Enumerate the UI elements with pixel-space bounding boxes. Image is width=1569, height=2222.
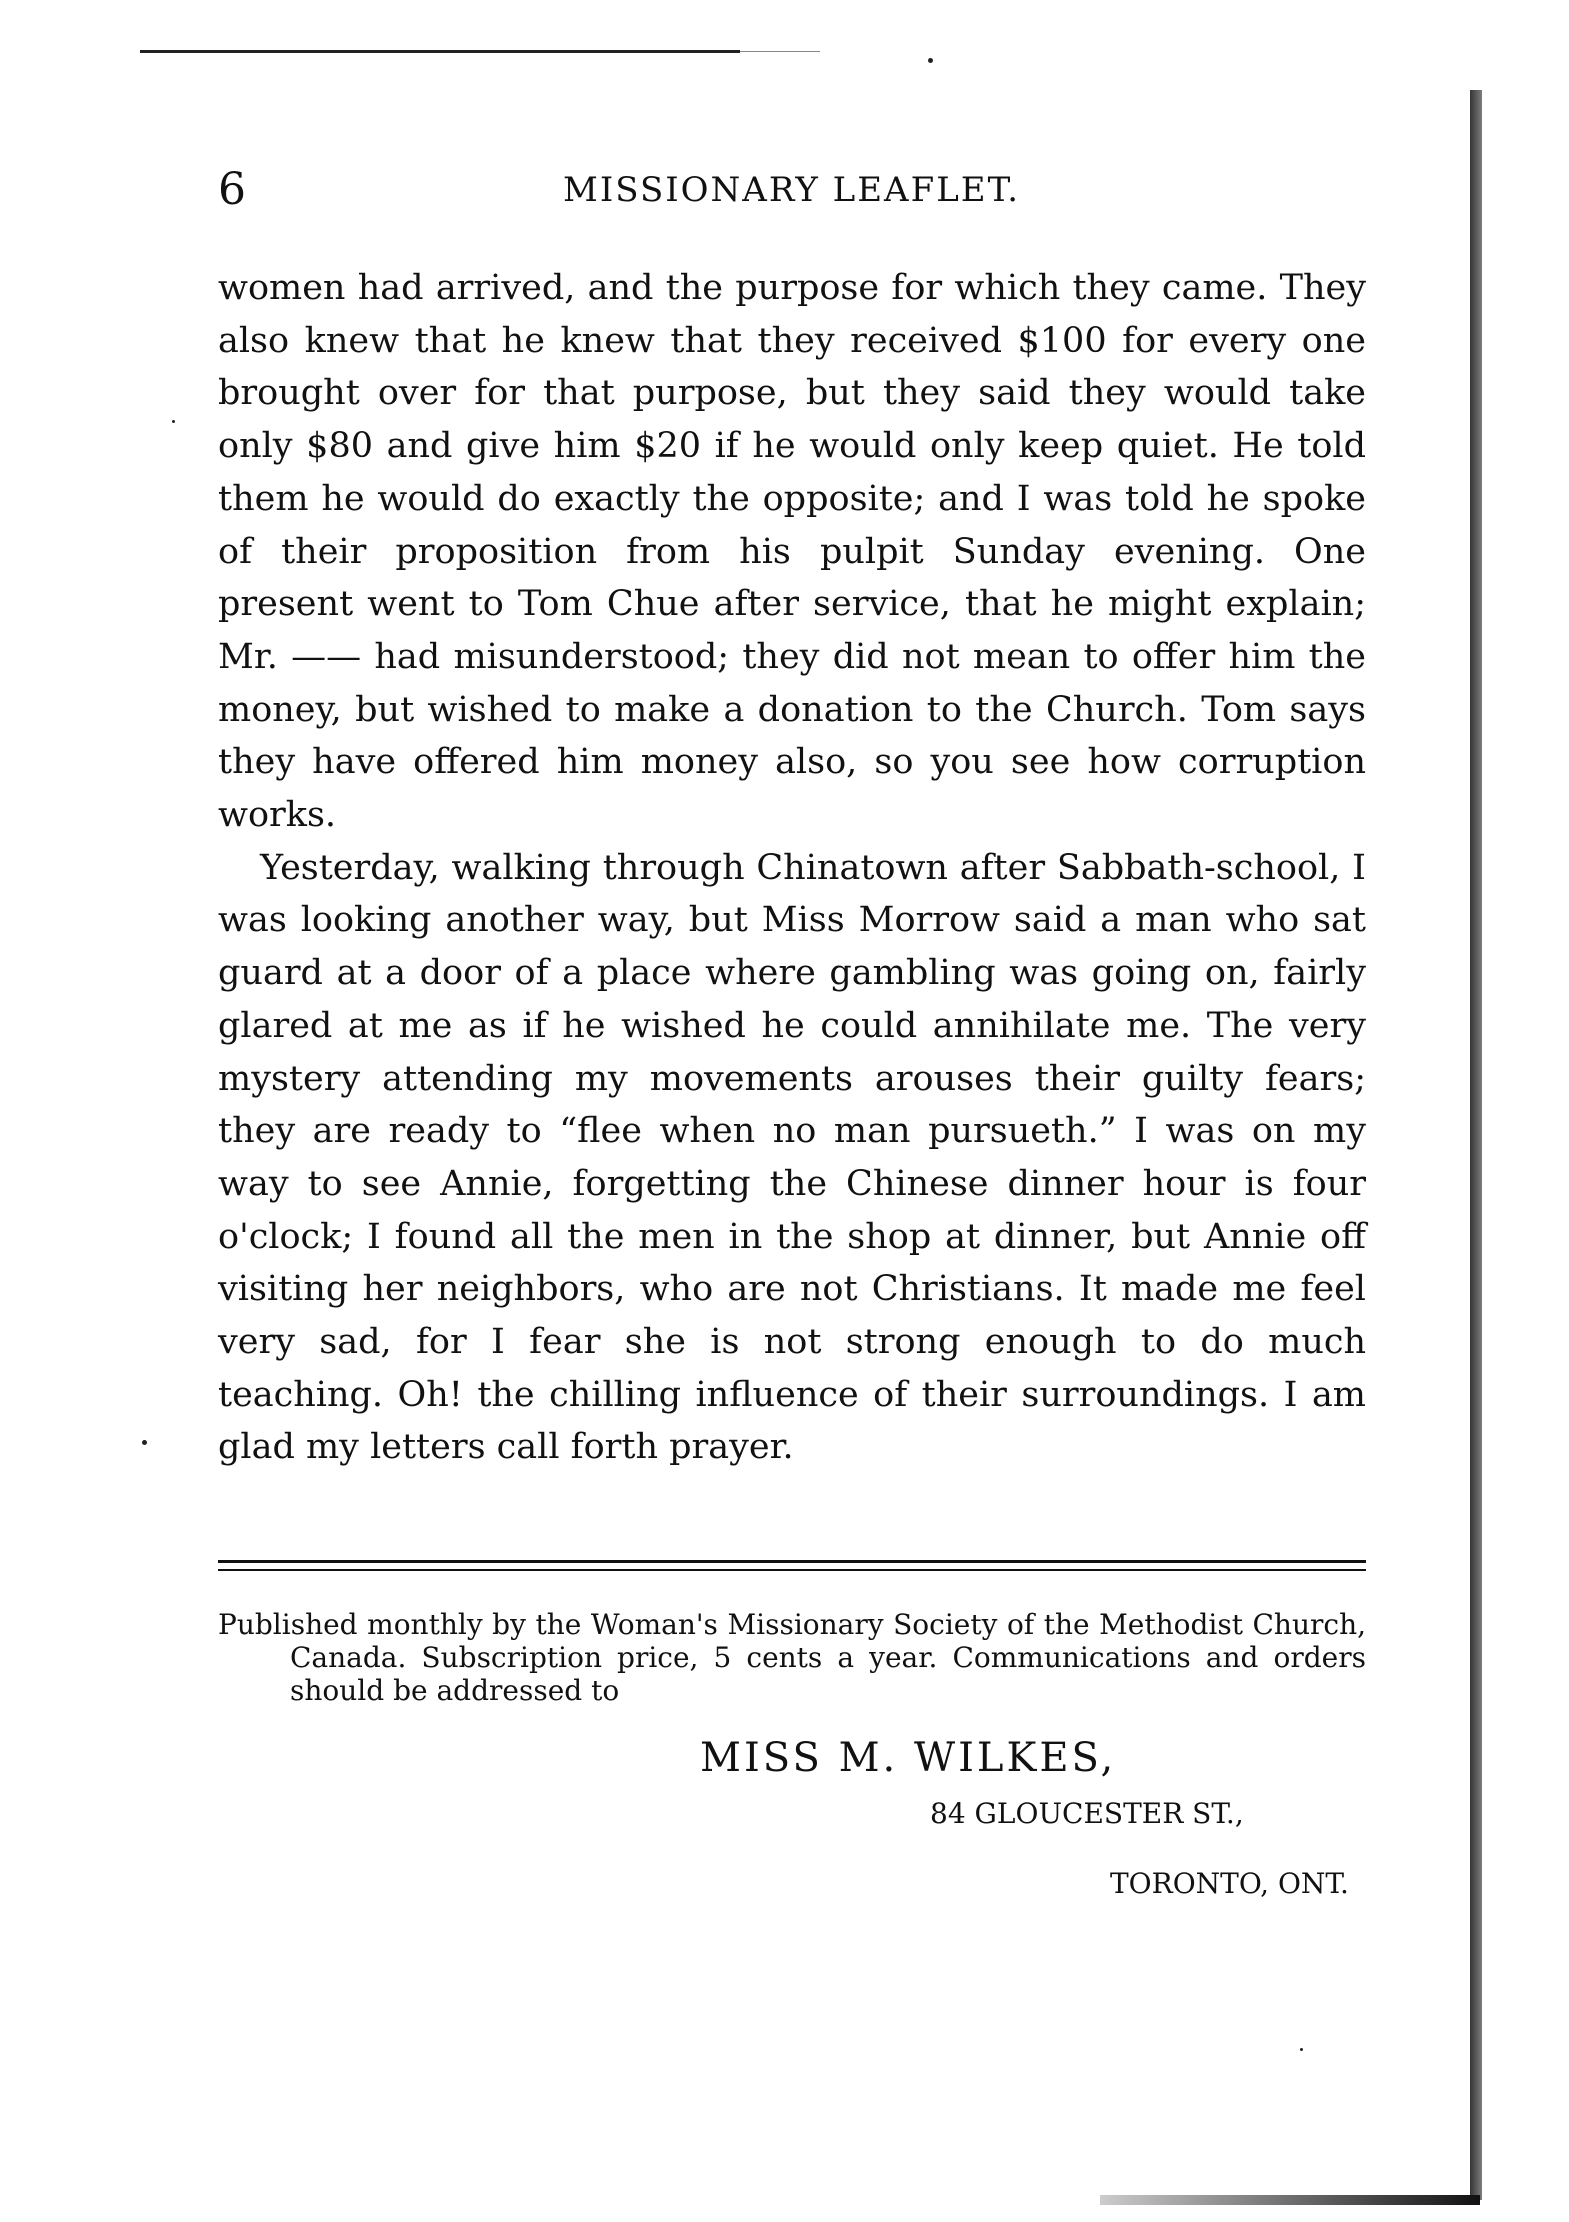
publication-imprint — [218, 1608, 1366, 1707]
imprint-text: Published monthly by the Woman's Missionary Society of the Methodist Church, Canada. Subscription price, 5 cents a year. Communications and orders should be addressed to — [218, 1608, 1366, 1707]
double-rule — [218, 1560, 1366, 1571]
page-header — [218, 160, 1368, 220]
rule-line — [218, 1569, 1366, 1571]
page-number: 6 — [218, 164, 246, 215]
addressee-name: MISS M. WILKES, — [700, 1735, 1117, 1781]
top-scan-rule — [140, 50, 740, 53]
body-text — [218, 262, 1366, 1474]
rule-line — [218, 1560, 1366, 1563]
scan-speck — [142, 1440, 147, 1445]
body-paragraph: women had arrived, and the purpose for which they came. They also knew that he knew that they received $100 for every one brought over for that purpose, but they said they would take only $80 and give him $20 if he would only keep quiet. He told them he would do exactly the opposite; and I was told he spoke of their proposition from his pulpit Sunday evening. One present went to Tom Chue after service, that he might explain; Mr. —— had misunderstood; they did not mean to offer him the money, but wished to make a donation to the Church. Tom says they have offered him money also, so you see how corruption works. — [218, 268, 1366, 836]
page-binding-edge — [1470, 90, 1482, 2200]
page-binding-bottom — [1100, 2195, 1480, 2205]
scan-speck — [172, 420, 175, 423]
addressee-street: 84 GLOUCESTER ST., — [930, 1797, 1244, 1830]
top-scan-rule-faint — [740, 51, 820, 52]
body-paragraph: Yesterday, walking through Chinatown after Sabbath-school, I was looking another way, but Miss Morrow said a man who sat guard at a door of a place where gambling was going on, fairly glared at me as if he wished he could annihilate me. The very mystery attending my movements arouses their guilty fears; they are ready to “flee when no man pursueth.” I was on my way to see Annie, forgetting the Chinese dinner hour is four o'clock; I found all the men in the shop at dinner, but Annie off visiting her neighbors, who are not Christians. It made me feel very sad, for I fear she is not strong enough to do much teaching. Oh! the chilling influence of their surroundings. I am glad my letters call forth prayer. — [218, 847, 1366, 1468]
addressee-city: TORONTO, ONT. — [1110, 1867, 1349, 1900]
scan-speck — [1300, 2048, 1303, 2051]
running-head: MISSIONARY LEAFLET. — [563, 170, 1021, 210]
scan-speck — [928, 58, 933, 63]
